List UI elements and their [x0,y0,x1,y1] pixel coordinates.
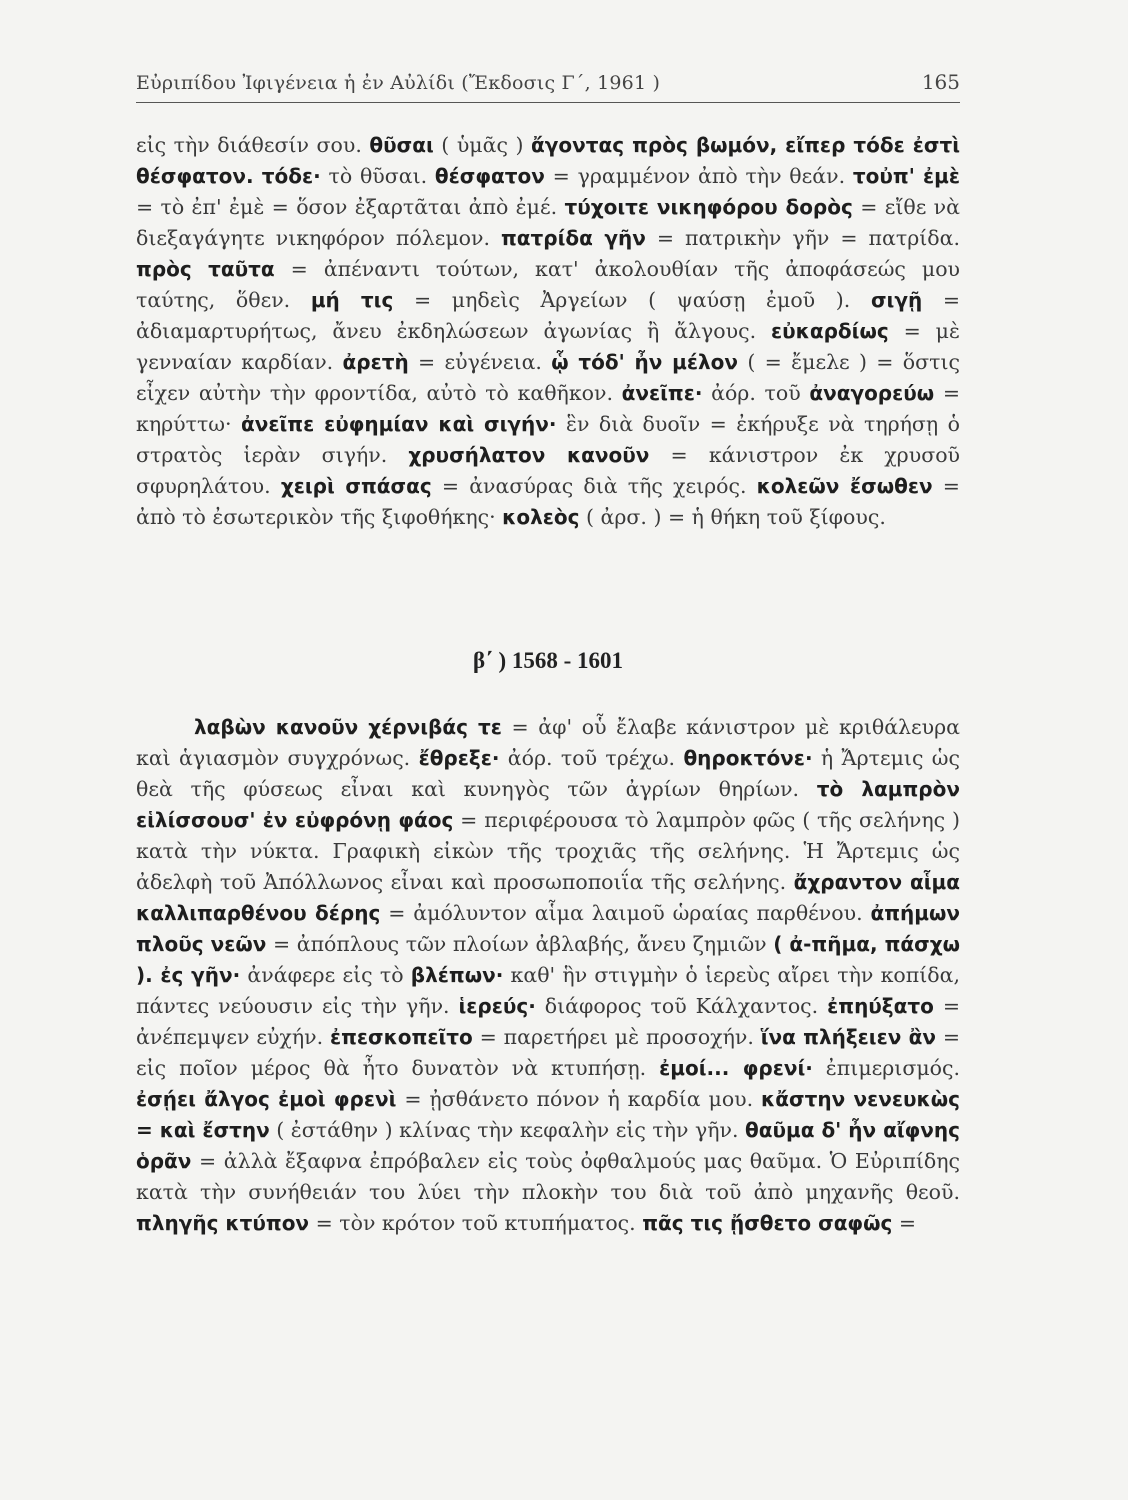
lemma-term: μή τις [310,288,394,312]
commentary-paragraph-1 [136,130,960,533]
gloss-text: ( = ἔμελε ) = ὅστις εἶχεν αὐτὴν τὴν φροντίδα, αὐτὸ τὸ καθῆκον. [136,350,960,405]
lemma-term: πληγῆς κτύπον [136,1211,310,1235]
lemma-term: ἵνα πλήξειεν ἂν [760,1025,936,1049]
gloss-text: τὸ θῦσαι. [320,164,435,188]
lemma-term: ἐσῄει ἄλγος ἐμοὶ φρενὶ [136,1087,397,1111]
lemma-term: σιγῇ [870,288,923,312]
gloss-text: ἐπιμερισμός. [812,1056,961,1080]
lemma-term: κολεῶν ἔσωθεν [756,474,933,498]
lemma-term: πατρίδα γῆν [500,226,646,250]
running-title: Εὐριπίδου Ἰφιγένεια ἡ ἐν Αὐλίδι (Ἔκδοσις Γ΄, 1961 ) [136,72,661,94]
gloss-text: = ἀνασύρας διὰ τῆς χειρός. [431,474,757,498]
lemma-term: ἱερεύς· [458,994,536,1018]
lemma-term: θηροκτόνε· [683,746,813,770]
lemma-term: τοὐπ' ἐμὲ [852,164,961,188]
commentary-paragraph-2 [136,712,960,1239]
gloss-text: = ἀμόλυντον αἷμα λαιμοῦ ὡραίας παρθένου. [380,901,871,925]
lemma-term: λαβὼν κανοῦν χέρνιβάς τε [194,715,502,739]
section-heading: β΄ ) 1568 - 1601 [472,648,624,673]
lemma-term: ἀρετὴ [342,350,409,374]
lemma-term: χρυσήλατον κανοῦν [408,443,650,467]
lemma-term: ἐμοί... φρενί· [659,1056,813,1080]
gloss-text: ( ἀρσ. ) = ἡ θήκη τοῦ ξίφους. [579,505,886,529]
lemma-term: ἀνεῖπε εὐφημίαν καὶ σιγήν· [240,412,557,436]
gloss-text: = ἀλλὰ ἔξαφνα ἐπρόβαλεν εἰς τοὺς ὀφθαλμούς μας θαῦμα. Ὁ Εὐριπίδης κατὰ τὴν συνήθειάν του λύει τὴν πλοκὴν του διὰ τοῦ ἀπὸ μηχανῆς θεοῦ. [136,1149,960,1204]
gloss-text: = μηδεὶς Ἀργείων ( ψαύσῃ ἐμοῦ ). [393,288,871,312]
lemma-term: χειρὶ σπάσας [280,474,432,498]
gloss-text: ἡ Ἄρτεμις ὡς θεὰ τῆς φύσεως εἶναι καὶ κυνηγὸς τῶν ἀγρίων θηρίων. [136,746,960,801]
lemma-term: τύχοιτε νικηφόρου δορὸς [564,195,853,219]
lemma-term: θαῦμα δ' ἦν αἴφνης ὁρᾶν [136,1118,960,1173]
lemma-term: ἔθρεξε· [418,746,500,770]
gloss-text: = κηρύττω· [136,381,960,436]
gloss-text: ἀνάφερε εἰς τὸ [240,963,411,987]
gloss-text: = γραμμένον ἀπὸ τὴν θεάν. [544,164,853,188]
gloss-text: = [892,1211,917,1235]
gloss-text: ἀόρ. τοῦ [702,381,810,405]
lemma-term: κἄστην νενευκὼς = καὶ ἔστην [136,1087,961,1142]
lemma-term: κολεὸς [502,505,580,529]
lemma-term: ἀπήμων πλοῦς νεῶν [136,901,961,956]
page-number: 165 [921,70,960,94]
gloss-text: = ἀδιαμαρτυρήτως, ἄνευ ἐκδηλώσεων ἀγωνίας ἢ ἄλγους. [136,288,961,343]
gloss-text: = περιφέρουσα τὸ λαμπρὸν φῶς ( τῆς σελήνης ) κατὰ τὴν νύκτα. Γραφικὴ εἰκὼν τῆς τροχιᾶς τῆς σελήνης. Ἡ Ἄρτεμις ὡς ἀδελφὴ τοῦ Ἀπόλλωνος εἶναι καὶ προσωποποιΐα τῆς σελήνης. [136,808,960,894]
lemma-term: ἄχραντον αἷμα καλλιπαρθένου δέρης [136,870,960,925]
lemma-term: ( ἀ-πῆμα, πάσχω ). ἐς γῆν· [136,932,961,987]
gloss-text: = ἀπόπλους τῶν πλοίων ἀβλαβής, ἄνευ ζημιῶν [266,932,774,956]
lemma-term: ἐπηύξατο [827,994,934,1018]
gloss-text: = ἀπέναντι τούτων, κατ' ἀκολουθίαν τῆς ἀποφάσεώς μου ταύτης, ὅθεν. [136,257,960,312]
gloss-text: = παρετήρει μὲ προσοχήν. [472,1025,761,1049]
gloss-text: = ᾐσθάνετο πόνον ἡ καρδία μου. [396,1087,762,1111]
lemma-term: ἀνεῖπε· [621,381,703,405]
lemma-term: τὸ λαμπρὸν εἱλίσσουσ' ἐν εὐφρόνῃ φάος [136,777,960,832]
lemma-term: πρὸς ταῦτα [136,257,275,281]
gloss-text: = εἴθε νὰ διεξαγάγητε νικηφόρον πόλεμον. [136,195,960,250]
lemma-term: θῦσαι [369,133,434,157]
lemma-term: ἄγοντας πρὸς βωμόν, εἴπερ τόδε ἐστὶ θέσφατον. τόδε· [136,133,960,188]
gloss-text: = πατρικὴν γῆν = πατρίδα. [645,226,960,250]
gloss-text: = τὸν κρότον τοῦ κτυπήματος. [309,1211,643,1235]
gloss-text: = κάνιστρον ἐκ χρυσοῦ σφυρηλάτου. [136,443,960,498]
gloss-text: = ἀπὸ τὸ ἐσωτερικὸν τῆς ξιφοθήκης· [136,474,960,529]
lemma-term: θέσφατον [434,164,545,188]
gloss-text: = ἀφ' οὗ ἔλαβε κάνιστρον μὲ κριθάλευρα καὶ ἁγιασμὸν συγχρόνως. [136,715,961,770]
gloss-text: = εὐγένεια. [408,350,552,374]
gloss-text: = μὲ γενναίαν καρδίαν. [136,319,960,374]
gloss-text: καθ' ἣν στιγμὴν ὁ ἱερεὺς αἴρει τὴν κοπίδα, πάντες νεύουσιν εἰς τὴν γῆν. [136,963,960,1018]
running-header [136,64,960,103]
gloss-text: ( ὑμᾶς ) [433,133,532,157]
lemma-term: ἐπεσκοπεῖτο [329,1025,473,1049]
gloss-text: ( ἐστάθην ) κλίνας τὴν κεφαλὴν εἰς τὴν γῆν. [269,1118,746,1142]
gloss-text: = ἀνέπεμψεν εὐχήν. [136,994,960,1049]
gloss-text: εἰς τὴν διάθεσίν σου. [136,133,370,157]
gloss-text: = εἰς ποῖον μέρος θὰ ἦτο δυνατὸν νὰ κτυπήσῃ. [136,1025,960,1080]
gloss-text: διάφορος τοῦ Κάλχαντος. [535,994,828,1018]
gloss-text: ἓν διὰ δυοῖν = ἐκήρυξε νὰ τηρήσῃ ὁ στρατὸς ἱερὰν σιγήν. [136,412,960,467]
lemma-term: βλέπων· [410,963,504,987]
gloss-text: = τὸ ἐπ' ἐμὲ = ὅσον ἐξαρτᾶται ἀπὸ ἐμέ. [136,195,565,219]
lemma-term: ᾧ τόδ' ἦν μέλον [551,350,739,374]
lemma-term: εὐκαρδίως [771,319,889,343]
lemma-term: πᾶς τις ᾔσθετο σαφῶς [642,1211,893,1235]
gloss-text: ἀόρ. τοῦ τρέχω. [499,746,684,770]
lemma-term: ἀναγορεύω [809,381,935,405]
